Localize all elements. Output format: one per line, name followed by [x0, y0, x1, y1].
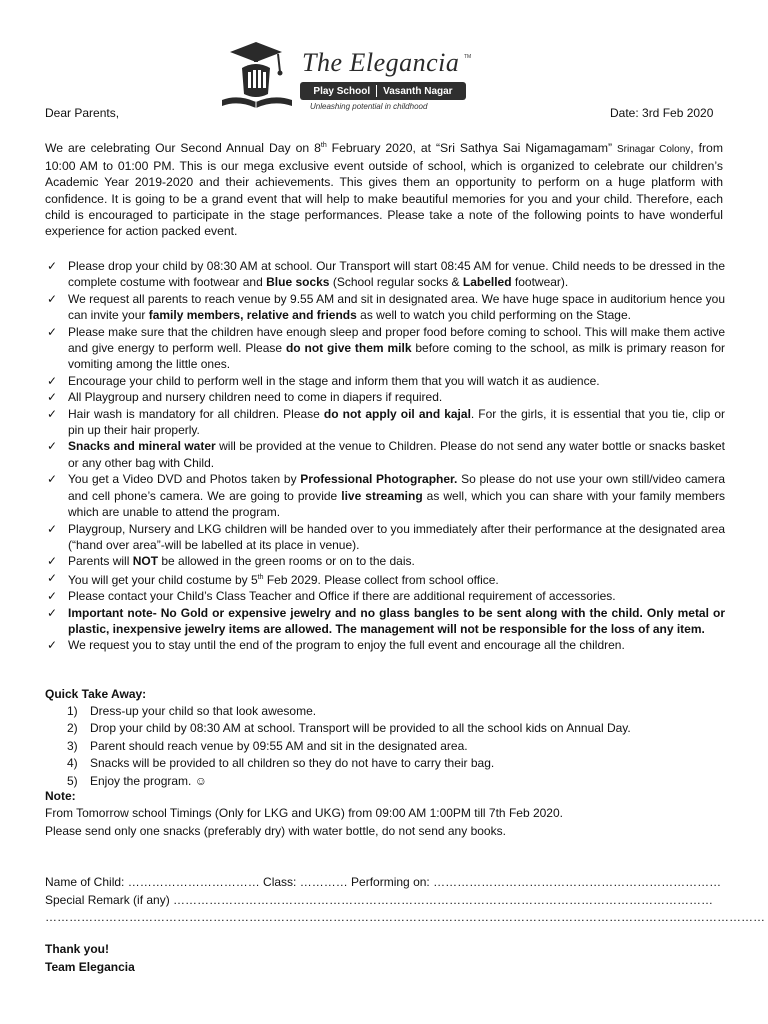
- instruction-item: [45, 588, 725, 604]
- instruction-text: th: [257, 573, 264, 581]
- checkmark-icon: ✓: [47, 406, 58, 421]
- instruction-emphasis: Professional Photographer.: [300, 472, 458, 487]
- take-away-item: [45, 773, 725, 790]
- instruction-item: [45, 438, 725, 471]
- instruction-item: [45, 258, 725, 291]
- instruction-item: [45, 291, 725, 324]
- checkmark-icon: ✓: [47, 605, 58, 620]
- logo-tagline: Unleashing potential in childhood: [310, 102, 428, 111]
- note-title: Note:: [45, 789, 76, 803]
- instruction-item: [45, 389, 725, 405]
- instruction-emphasis: Blue socks: [266, 275, 330, 290]
- instruction-item: [45, 521, 725, 554]
- instruction-text: We request you to stay until the end of the program to enjoy the full event and encourage all the children.: [68, 638, 625, 653]
- instruction-text: You will get your child costume by 5: [68, 572, 258, 587]
- checkmark-icon: ✓: [47, 521, 58, 536]
- checkmark-icon: ✓: [47, 373, 58, 388]
- logo-title: The Elegancia: [302, 48, 460, 77]
- instruction-emphasis: do not apply oil and kajal: [323, 406, 471, 421]
- instruction-item: [45, 406, 725, 439]
- intro-text-1: We are celebrating Our Second Annual Day on 8: [45, 141, 321, 156]
- instruction-text: Playgroup, Nursery and LKG children will be handed over to you immediately after their performance at the designated area (“hand over area”-will be labelled at its place in venue).: [68, 521, 725, 552]
- intro-venue-locality: Srinagar Colony: [616, 144, 691, 156]
- closing-team: Team Elegancia: [45, 960, 135, 974]
- instruction-text: Parents will: [68, 554, 133, 569]
- take-away-text: Parent should reach venue by 09:55 AM and sit in the designated area.: [90, 738, 468, 753]
- instruction-emphasis: Snacks and mineral water: [68, 439, 216, 454]
- instruction-text: Feb 2029. Please collect from school office.: [263, 572, 499, 587]
- checkmark-icon: ✓: [47, 589, 58, 604]
- instruction-emphasis: family members, relative and friends: [148, 308, 357, 323]
- take-away-number: 5): [67, 773, 78, 788]
- instruction-emphasis: Important note- No Gold or expensive jewelry and no glass bangles to be sent along with the child. Only metal or plastic, inexpensive jewelry items are allowed. The management will not be responsible for the loss of any item.: [68, 605, 725, 636]
- take-away-text: Enjoy the program. ☺: [90, 773, 207, 788]
- instruction-text: before coming to the school, as milk is primary reason for vomiting among the little ones.: [68, 341, 725, 372]
- salutation: Dear Parents,: [45, 106, 120, 120]
- take-away-item: [45, 755, 725, 772]
- instruction-text: Please contact your Child’s Class Teacher and Office if there are additional requirement of accessories.: [68, 589, 616, 604]
- instruction-text: (School regular socks &: [329, 275, 463, 290]
- instruction-text: as well to watch you child performing on the Stage.: [356, 308, 631, 323]
- instruction-text: Please drop your child by 08:30 AM at school. Our Transport will start 08:45 AM for venue. Child needs to be dressed in the complete costume with footwear and: [68, 259, 725, 290]
- instruction-item: [45, 324, 725, 373]
- instruction-item: [45, 373, 725, 389]
- instruction-text: Hair wash is mandatory for all children. Please: [68, 406, 324, 421]
- form-blank-line: ………………………………………………………………………………………………………………………………………………………………: [45, 910, 765, 924]
- instruction-text: Please make sure that the children have enough sleep and proper food before coming to school. This will make them active and give energy to perform well. Please: [68, 324, 725, 356]
- quick-take-away-list: [45, 703, 725, 790]
- checkmark-icon: ✓: [47, 259, 58, 273]
- instruction-text: All Playgroup and nursery children need to come in diapers if required.: [68, 390, 443, 405]
- instruction-item: [45, 553, 725, 569]
- instruction-emphasis: do not give them milk: [285, 341, 412, 356]
- logo-band: [300, 82, 466, 100]
- instruction-emphasis: live streaming: [341, 488, 423, 503]
- graduation-book-emblem-icon: [218, 42, 296, 118]
- instruction-text: will be provided at the venue to Children. Please do not send any water bottle or snacks basket or any other bag with Child.: [68, 439, 725, 470]
- quick-take-away-title: Quick Take Away:: [45, 687, 147, 701]
- take-away-text: Dress-up your child so that look awesome.: [90, 704, 317, 718]
- take-away-item: [45, 738, 725, 755]
- logo-band-right: Vasanth Nagar: [383, 85, 453, 97]
- instruction-item: [45, 637, 725, 653]
- instruction-text: footwear).: [511, 275, 569, 290]
- form-child-details: Name of Child: …………………………… Class: ………… Performing on: ………………………………………………………………: [45, 875, 722, 889]
- instruction-item: [45, 471, 725, 520]
- instruction-text: Encourage your child to perform well in the stage and inform them that you will watch it as audience.: [68, 373, 600, 388]
- take-away-text: Drop your child by 08:30 AM at school. Transport will be provided to all the school kids on Annual Day.: [90, 721, 631, 736]
- take-away-number: 3): [67, 738, 78, 753]
- checkmark-icon: ✓: [47, 570, 58, 585]
- note-line-2: Please send only one snacks (preferably dry) with water bottle, do not send any books.: [45, 824, 506, 838]
- intro-text-3: , from 10:00 AM to 01:00 PM. This is our mega exclusive event outside of school, which is organized to celebrate our children’s Academic Year 2019-2020 and their achievements. This gives them an opportunity to perform on a huge platform with confidence. It is going to be a grand event that will help to make beautiful memories for you and your child. Therefore, each child is encouraged to participate in the stage performances. Please take a note of the following points to have wonderful experience for action packed event.: [45, 141, 723, 239]
- take-away-item: [45, 720, 725, 737]
- logo-band-left: Play School: [313, 85, 371, 97]
- checkmark-icon: ✓: [47, 472, 58, 487]
- trademark-mark: TM: [464, 54, 472, 60]
- instruction-text: We request all parents to reach venue by 9.55 AM and sit in designated area. We have huge space in auditorium hence you can invite your: [68, 291, 725, 323]
- instruction-item: [45, 605, 725, 638]
- instruction-text: . For the girls, it is essential that you tie, clip or pin up their hair properly.: [68, 406, 725, 438]
- checkmark-icon: ✓: [47, 324, 58, 339]
- instruction-text: So please do not use your own still/video camera and cell phone’s camera. We are going to provide: [68, 472, 725, 503]
- logo-band-separator: [376, 85, 377, 97]
- letter-date: Date: 3rd Feb 2020: [610, 106, 714, 120]
- instruction-emphasis: Labelled: [462, 275, 512, 290]
- take-away-number: 4): [67, 756, 78, 771]
- take-away-item: [45, 703, 725, 720]
- checkmark-icon: ✓: [47, 291, 58, 306]
- form-special-remark: Special Remark (if any) ………………………………………………………………………………………………………………………: [45, 893, 714, 907]
- take-away-text: Snacks will be provided to all children so they do not have to carry their bag.: [90, 756, 495, 771]
- instruction-text: as well, which you can share with your family members which are unable to attend the program.: [68, 488, 725, 520]
- closing-thanks: Thank you!: [45, 942, 110, 956]
- instructions-list: [45, 258, 725, 654]
- instruction-emphasis: NOT: [132, 554, 159, 569]
- checkmark-icon: ✓: [47, 390, 58, 405]
- school-logo: [218, 42, 478, 118]
- intro-text-2: February 2020, at “Sri Sathya Sai Nigamagamam”: [326, 141, 617, 156]
- take-away-number: 1): [67, 704, 78, 718]
- intro-paragraph: [45, 138, 723, 239]
- take-away-number: 2): [67, 721, 78, 736]
- instruction-text: be allowed in the green rooms or on to the dais.: [158, 554, 415, 569]
- instruction-item: [45, 570, 725, 588]
- checkmark-icon: ✓: [47, 638, 58, 653]
- checkmark-icon: ✓: [47, 439, 58, 454]
- checkmark-icon: ✓: [47, 554, 58, 569]
- note-line-1: From Tomorrow school Timings (Only for LKG and UKG) from 09:00 AM 1:00PM till 7th Feb 2020.: [45, 806, 563, 820]
- instruction-text: You get a Video DVD and Photos taken by: [68, 472, 301, 487]
- intro-sup: th: [320, 142, 327, 149]
